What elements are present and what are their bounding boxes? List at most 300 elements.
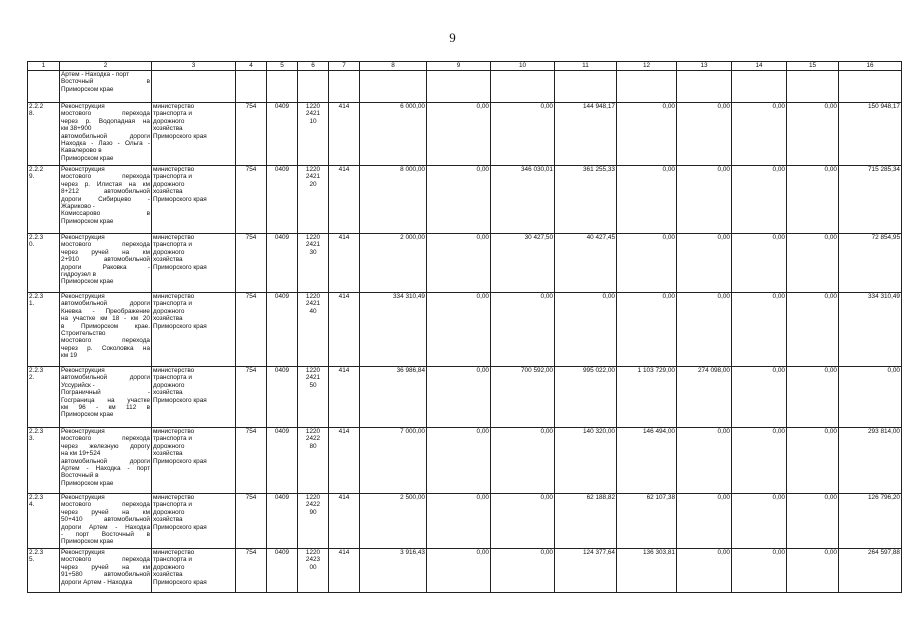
org-line: министерство xyxy=(153,494,195,501)
cell-c12: 0,00 xyxy=(617,293,677,367)
cell-c14: 0,00 xyxy=(732,494,787,549)
cell-c12: 146 494,00 xyxy=(617,428,677,494)
name-line: Кневка - Преображение xyxy=(61,307,150,315)
code-line: 2421 xyxy=(305,110,321,118)
org-line: хозяйства xyxy=(153,315,183,323)
cell-c8: 6 000,00 xyxy=(360,103,427,166)
org-line: хозяйства xyxy=(153,450,183,458)
table-row xyxy=(28,428,902,494)
cell-number xyxy=(28,549,60,593)
cell-c14: 0,00 xyxy=(732,428,787,494)
cell-c9: 0,00 xyxy=(427,103,491,166)
org-line: Приморского края xyxy=(153,132,207,140)
cell-c11: 140 320,00 xyxy=(555,428,617,494)
cell-c16: 264 597,88 xyxy=(839,549,902,593)
cell-c11 xyxy=(555,71,617,103)
cell-c13: 274 098,00 xyxy=(677,367,732,428)
org-line: министерство xyxy=(153,293,195,300)
cell-c5: 0409 xyxy=(267,494,298,549)
name-line: Кавалерово в xyxy=(61,147,102,155)
cell-c10: 0,00 xyxy=(491,293,555,367)
cell-c9: 0,00 xyxy=(427,367,491,428)
cell-c13: 0,00 xyxy=(677,549,732,593)
name-line: автомобильной дороги xyxy=(61,300,150,308)
cell-number xyxy=(28,234,60,293)
column-header-16: 16 xyxy=(839,62,902,71)
budget-table xyxy=(27,61,902,593)
column-header-8: 8 xyxy=(360,62,427,71)
table-row xyxy=(28,234,902,293)
name-line: мостового перехода xyxy=(61,241,150,249)
column-header-15: 15 xyxy=(787,62,839,71)
row-number-line: 5. xyxy=(29,556,35,564)
org-line: Приморского края xyxy=(153,457,207,465)
code-line: 20 xyxy=(309,180,317,188)
cell-c8: 3 916,43 xyxy=(360,549,427,593)
cell-c13: 0,00 xyxy=(677,234,732,293)
name-line: мостового перехода xyxy=(61,435,150,443)
row-number-line: 2.2.3 xyxy=(29,494,44,501)
org-line: дорожного xyxy=(153,563,185,571)
name-line: км 96 - км 112 в xyxy=(61,404,150,412)
cell-c16 xyxy=(839,71,902,103)
cell-c14: 0,00 xyxy=(732,367,787,428)
name-line: Приморском крае xyxy=(61,85,114,93)
cell-c7: 414 xyxy=(329,549,360,593)
name-line: мостового перехода xyxy=(61,501,150,509)
cell-c9: 0,00 xyxy=(427,428,491,494)
name-line: через железную дорогу xyxy=(61,442,150,450)
table-row xyxy=(28,166,902,234)
column-header-1: 1 xyxy=(28,62,60,71)
org-line: дорожного xyxy=(153,180,185,188)
cell-c7: 414 xyxy=(329,367,360,428)
cell-c7 xyxy=(329,71,360,103)
column-header-11: 11 xyxy=(555,62,617,71)
cell-c15: 0,00 xyxy=(787,166,839,234)
name-line: Реконструкция xyxy=(61,166,105,173)
cell-c13: 0,00 xyxy=(677,166,732,234)
name-line: км 38+900 xyxy=(61,125,92,133)
cell-name xyxy=(60,234,152,293)
cell-c8: 36 986,84 xyxy=(360,367,427,428)
name-line: Приморском крае xyxy=(61,538,114,546)
org-line: транспорта и xyxy=(153,374,192,382)
cell-c16: 72 854,95 xyxy=(839,234,902,293)
name-line: Реконструкция xyxy=(61,293,105,300)
name-line: дороги Сибирцево - xyxy=(61,195,150,203)
name-line: мостового перехода xyxy=(61,173,150,181)
cell-c4: 754 xyxy=(236,549,267,593)
cell-c6 xyxy=(298,234,329,293)
cell-c12: 1 103 729,00 xyxy=(617,367,677,428)
cell-c15: 0,00 xyxy=(787,103,839,166)
cell-c7: 414 xyxy=(329,103,360,166)
row-number-line: 2.2.3 xyxy=(29,367,44,374)
cell-c12: 0,00 xyxy=(617,234,677,293)
column-header-12: 12 xyxy=(617,62,677,71)
cell-c11: 144 948,17 xyxy=(555,103,617,166)
cell-c13: 0,00 xyxy=(677,494,732,549)
cell-c5: 0409 xyxy=(267,293,298,367)
row-number-line: 2.2.3 xyxy=(29,234,44,241)
org-line: министерство xyxy=(153,549,195,556)
org-line: министерство xyxy=(153,428,195,435)
code-line: 40 xyxy=(309,307,317,315)
name-line: Артем - Находка - порт xyxy=(61,465,150,473)
column-header-2: 2 xyxy=(60,62,152,71)
code-line: 2422 xyxy=(305,435,321,443)
name-line: Восточный в xyxy=(61,78,150,86)
code-line: 2421 xyxy=(305,300,321,308)
cell-name xyxy=(60,549,152,593)
name-line: Реконструкция xyxy=(61,103,105,110)
org-line: дорожного xyxy=(153,248,185,256)
cell-c4 xyxy=(236,71,267,103)
org-line: дорожного xyxy=(153,117,185,125)
table-body xyxy=(28,71,902,593)
cell-c15: 0,00 xyxy=(787,367,839,428)
name-line: через ручей на км xyxy=(61,248,150,256)
cell-c7: 414 xyxy=(329,293,360,367)
cell-c10: 30 427,50 xyxy=(491,234,555,293)
cell-c6 xyxy=(298,367,329,428)
cell-c14: 0,00 xyxy=(732,549,787,593)
name-line: гидроузел в xyxy=(61,271,96,279)
code-line: 50 xyxy=(309,381,317,389)
row-number-line: 3. xyxy=(29,435,35,443)
column-header-9: 9 xyxy=(427,62,491,71)
cell-c16: 293 814,00 xyxy=(839,428,902,494)
code-line: 1220 xyxy=(305,428,321,435)
name-line: Артем - Находка - порт xyxy=(61,71,130,78)
code-line: 30 xyxy=(309,248,317,256)
cell-c16: 0,00 xyxy=(839,367,902,428)
cell-number xyxy=(28,293,60,367)
org-line: министерство xyxy=(153,103,195,110)
name-line: Реконструкция xyxy=(61,549,105,556)
cell-c16: 126 796,20 xyxy=(839,494,902,549)
code-line: 1220 xyxy=(305,166,321,173)
row-number-line: 8. xyxy=(29,110,35,118)
cell-c14: 0,00 xyxy=(732,103,787,166)
code-line: 2421 xyxy=(305,241,321,249)
cell-c4: 754 xyxy=(236,367,267,428)
cell-c15: 0,00 xyxy=(787,428,839,494)
cell-org xyxy=(152,166,236,234)
name-line: 2+910 автомобильной xyxy=(61,256,150,264)
name-line: 91+580 автомобильной xyxy=(61,571,150,579)
org-line: дорожного xyxy=(153,381,185,389)
cell-c15: 0,00 xyxy=(787,494,839,549)
cell-c15: 0,00 xyxy=(787,549,839,593)
column-header-4: 4 xyxy=(236,62,267,71)
name-line: на участке км 18 - км 20 xyxy=(61,315,150,323)
cell-c5: 0409 xyxy=(267,103,298,166)
org-line: транспорта и xyxy=(153,110,192,118)
cell-c8: 2 000,00 xyxy=(360,234,427,293)
name-line: Реконструкция xyxy=(61,234,105,241)
cell-c14: 0,00 xyxy=(732,166,787,234)
name-line: дороги Раковка - xyxy=(61,263,150,271)
cell-c10: 700 592,00 xyxy=(491,367,555,428)
cell-org xyxy=(152,234,236,293)
cell-c5: 0409 xyxy=(267,428,298,494)
cell-c9: 0,00 xyxy=(427,166,491,234)
cell-c11: 40 427,45 xyxy=(555,234,617,293)
code-line: 2421 xyxy=(305,173,321,181)
name-line: 8+212 автомобильной xyxy=(61,188,150,196)
name-line: Уссурийск - xyxy=(61,381,95,389)
org-line: дорожного xyxy=(153,508,185,516)
cell-c6 xyxy=(298,166,329,234)
cell-c6 xyxy=(298,549,329,593)
code-line: 1220 xyxy=(305,367,321,374)
cell-c15: 0,00 xyxy=(787,234,839,293)
cell-org xyxy=(152,494,236,549)
org-line: дорожного xyxy=(153,307,185,315)
cell-c11: 0,00 xyxy=(555,293,617,367)
name-line: 50+410 автомобильной xyxy=(61,516,150,524)
column-header-14: 14 xyxy=(732,62,787,71)
cell-c11: 62 188,82 xyxy=(555,494,617,549)
org-line: транспорта и xyxy=(153,241,192,249)
org-line: министерство xyxy=(153,234,195,241)
name-line: Реконструкция xyxy=(61,367,105,374)
name-line: дороги Артем - Находка xyxy=(61,523,150,531)
table-row xyxy=(28,103,902,166)
cell-c13 xyxy=(677,71,732,103)
row-number-line: 2.2.2 xyxy=(29,166,44,173)
cell-c12: 62 107,38 xyxy=(617,494,677,549)
name-line: автомобильной дороги xyxy=(61,457,150,465)
org-line: транспорта и xyxy=(153,556,192,564)
cell-c10: 346 030,01 xyxy=(491,166,555,234)
code-line: 90 xyxy=(309,508,317,516)
cell-c16: 150 948,17 xyxy=(839,103,902,166)
name-line: км 19 xyxy=(61,352,78,360)
name-line: в Приморском крае. xyxy=(61,322,150,330)
org-line: транспорта и xyxy=(153,435,192,443)
cell-c9: 0,00 xyxy=(427,293,491,367)
cell-c6 xyxy=(298,428,329,494)
cell-c15 xyxy=(787,71,839,103)
row-number-line: 2.2.2 xyxy=(29,103,44,110)
row-number-line: 2. xyxy=(29,374,35,382)
cell-c8: 334 310,49 xyxy=(360,293,427,367)
column-header-6: 6 xyxy=(298,62,329,71)
cell-number xyxy=(28,166,60,234)
cell-c10 xyxy=(491,71,555,103)
cell-c7: 414 xyxy=(329,494,360,549)
cell-c9: 0,00 xyxy=(427,234,491,293)
cell-c6 xyxy=(298,71,329,103)
name-line: дороги Артем - Находка xyxy=(61,578,133,586)
cell-c12 xyxy=(617,71,677,103)
cell-name xyxy=(60,166,152,234)
cell-c6 xyxy=(298,293,329,367)
column-header-3: 3 xyxy=(152,62,236,71)
cell-c5: 0409 xyxy=(267,549,298,593)
org-line: транспорта и xyxy=(153,300,192,308)
cell-c10: 0,00 xyxy=(491,428,555,494)
row-number-line: 4. xyxy=(29,501,35,509)
cell-c13: 0,00 xyxy=(677,293,732,367)
name-line: Находка - Лазо - Ольга - xyxy=(61,140,150,148)
row-number-line: 2.2.3 xyxy=(29,549,44,556)
table-row xyxy=(28,293,902,367)
org-line: Приморского края xyxy=(153,322,207,330)
code-line: 1220 xyxy=(305,103,321,110)
cell-c13: 0,00 xyxy=(677,103,732,166)
cell-org xyxy=(152,293,236,367)
org-line: министерство xyxy=(153,367,195,374)
cell-c4: 754 xyxy=(236,428,267,494)
cell-c5 xyxy=(267,71,298,103)
cell-c6 xyxy=(298,103,329,166)
name-line: Приморском крае xyxy=(61,411,114,419)
name-line: Приморском крае xyxy=(61,154,114,162)
code-line: 1220 xyxy=(305,234,321,241)
code-line: 2422 xyxy=(305,501,321,509)
row-number-line: 9. xyxy=(29,173,35,181)
name-line: через ручей на км xyxy=(61,563,150,571)
name-line: Строительство xyxy=(61,330,106,338)
table-row xyxy=(28,494,902,549)
cell-name xyxy=(60,494,152,549)
cell-c6 xyxy=(298,494,329,549)
org-line: транспорта и xyxy=(153,173,192,181)
cell-number xyxy=(28,71,60,103)
cell-c12: 0,00 xyxy=(617,166,677,234)
cell-c16: 334 310,49 xyxy=(839,293,902,367)
cell-c8 xyxy=(360,71,427,103)
org-line: Приморского края xyxy=(153,195,207,203)
cell-c14 xyxy=(732,71,787,103)
name-line: автомобильной дороги xyxy=(61,132,150,140)
cell-org xyxy=(152,367,236,428)
cell-c14: 0,00 xyxy=(732,234,787,293)
name-line: Реконструкция xyxy=(61,494,105,501)
cell-c12: 136 303,81 xyxy=(617,549,677,593)
cell-c5: 0409 xyxy=(267,367,298,428)
name-line: через р. Илистая на км xyxy=(61,180,150,188)
cell-number xyxy=(28,367,60,428)
name-line: через р. Водопадная на xyxy=(61,117,150,125)
name-line: мостового перехода xyxy=(61,110,150,118)
code-line: 2423 xyxy=(305,556,321,564)
cell-c16: 715 285,34 xyxy=(839,166,902,234)
cell-c10: 0,00 xyxy=(491,103,555,166)
cell-org xyxy=(152,103,236,166)
org-line: Приморского края xyxy=(153,396,207,404)
name-line: - порт Восточный в xyxy=(61,531,150,539)
table-row xyxy=(28,549,902,593)
cell-c5: 0409 xyxy=(267,166,298,234)
cell-name xyxy=(60,367,152,428)
cell-c7: 414 xyxy=(329,166,360,234)
cell-c11: 124 377,64 xyxy=(555,549,617,593)
cell-c15: 0,00 xyxy=(787,293,839,367)
code-line: 1220 xyxy=(305,549,321,556)
name-line: Комиссарово в xyxy=(61,210,150,218)
cell-c4: 754 xyxy=(236,494,267,549)
name-line: Реконструкция xyxy=(61,428,105,435)
cell-name xyxy=(60,293,152,367)
cell-name xyxy=(60,103,152,166)
continuation-row xyxy=(28,71,902,103)
name-line: автомобильной дороги xyxy=(61,374,150,382)
row-number-line: 0. xyxy=(29,241,35,249)
cell-c4: 754 xyxy=(236,234,267,293)
org-line: дорожного xyxy=(153,442,185,450)
org-line: Приморского края xyxy=(153,578,207,586)
name-line: Восточный в xyxy=(61,472,99,480)
cell-c8: 7 000,00 xyxy=(360,428,427,494)
cell-c4: 754 xyxy=(236,293,267,367)
table-row xyxy=(28,367,902,428)
code-line: 00 xyxy=(309,563,317,571)
name-line: через р. Соколовка на xyxy=(61,344,150,352)
name-line: Пограничный - xyxy=(61,389,150,397)
row-number-line: 2.2.3 xyxy=(29,293,44,300)
code-line: 1220 xyxy=(305,494,321,501)
cell-c9: 0,00 xyxy=(427,494,491,549)
cell-c12: 0,00 xyxy=(617,103,677,166)
cell-org xyxy=(152,428,236,494)
cell-number xyxy=(28,494,60,549)
cell-name xyxy=(60,428,152,494)
name-line: Госграница на участке xyxy=(61,396,150,404)
org-line: Приморского края xyxy=(153,523,207,531)
row-number-line: 1. xyxy=(29,300,35,308)
column-header-10: 10 xyxy=(491,62,555,71)
org-line: хозяйства xyxy=(153,188,183,196)
row-number-line: 2.2.3 xyxy=(29,428,44,435)
column-header-13: 13 xyxy=(677,62,732,71)
cell-c10: 0,00 xyxy=(491,549,555,593)
cell-c9: 0,00 xyxy=(427,549,491,593)
column-header-5: 5 xyxy=(267,62,298,71)
name-line: Приморском крае xyxy=(61,479,114,487)
column-header-7: 7 xyxy=(329,62,360,71)
cell-number xyxy=(28,103,60,166)
cell-number xyxy=(28,428,60,494)
cell-c8: 8 000,00 xyxy=(360,166,427,234)
name-line: мостового перехода xyxy=(61,337,150,345)
table-header xyxy=(28,62,902,71)
cell-c10: 0,00 xyxy=(491,494,555,549)
org-line: хозяйства xyxy=(153,571,183,579)
cell-c11: 995 022,00 xyxy=(555,367,617,428)
code-line: 2421 xyxy=(305,374,321,382)
org-line: транспорта и xyxy=(153,501,192,509)
cell-c4: 754 xyxy=(236,166,267,234)
org-line: хозяйства xyxy=(153,516,183,524)
name-line: через ручей на км xyxy=(61,508,150,516)
name-line: Жариково - xyxy=(61,203,95,211)
code-line: 80 xyxy=(309,442,317,450)
cell-c11: 361 255,33 xyxy=(555,166,617,234)
cell-org xyxy=(152,71,236,103)
cell-c9 xyxy=(427,71,491,103)
header-row xyxy=(28,62,902,71)
code-line: 1220 xyxy=(305,293,321,300)
cell-c4: 754 xyxy=(236,103,267,166)
cell-c14: 0,00 xyxy=(732,293,787,367)
org-line: Приморского края xyxy=(153,263,207,271)
cell-c7: 414 xyxy=(329,428,360,494)
